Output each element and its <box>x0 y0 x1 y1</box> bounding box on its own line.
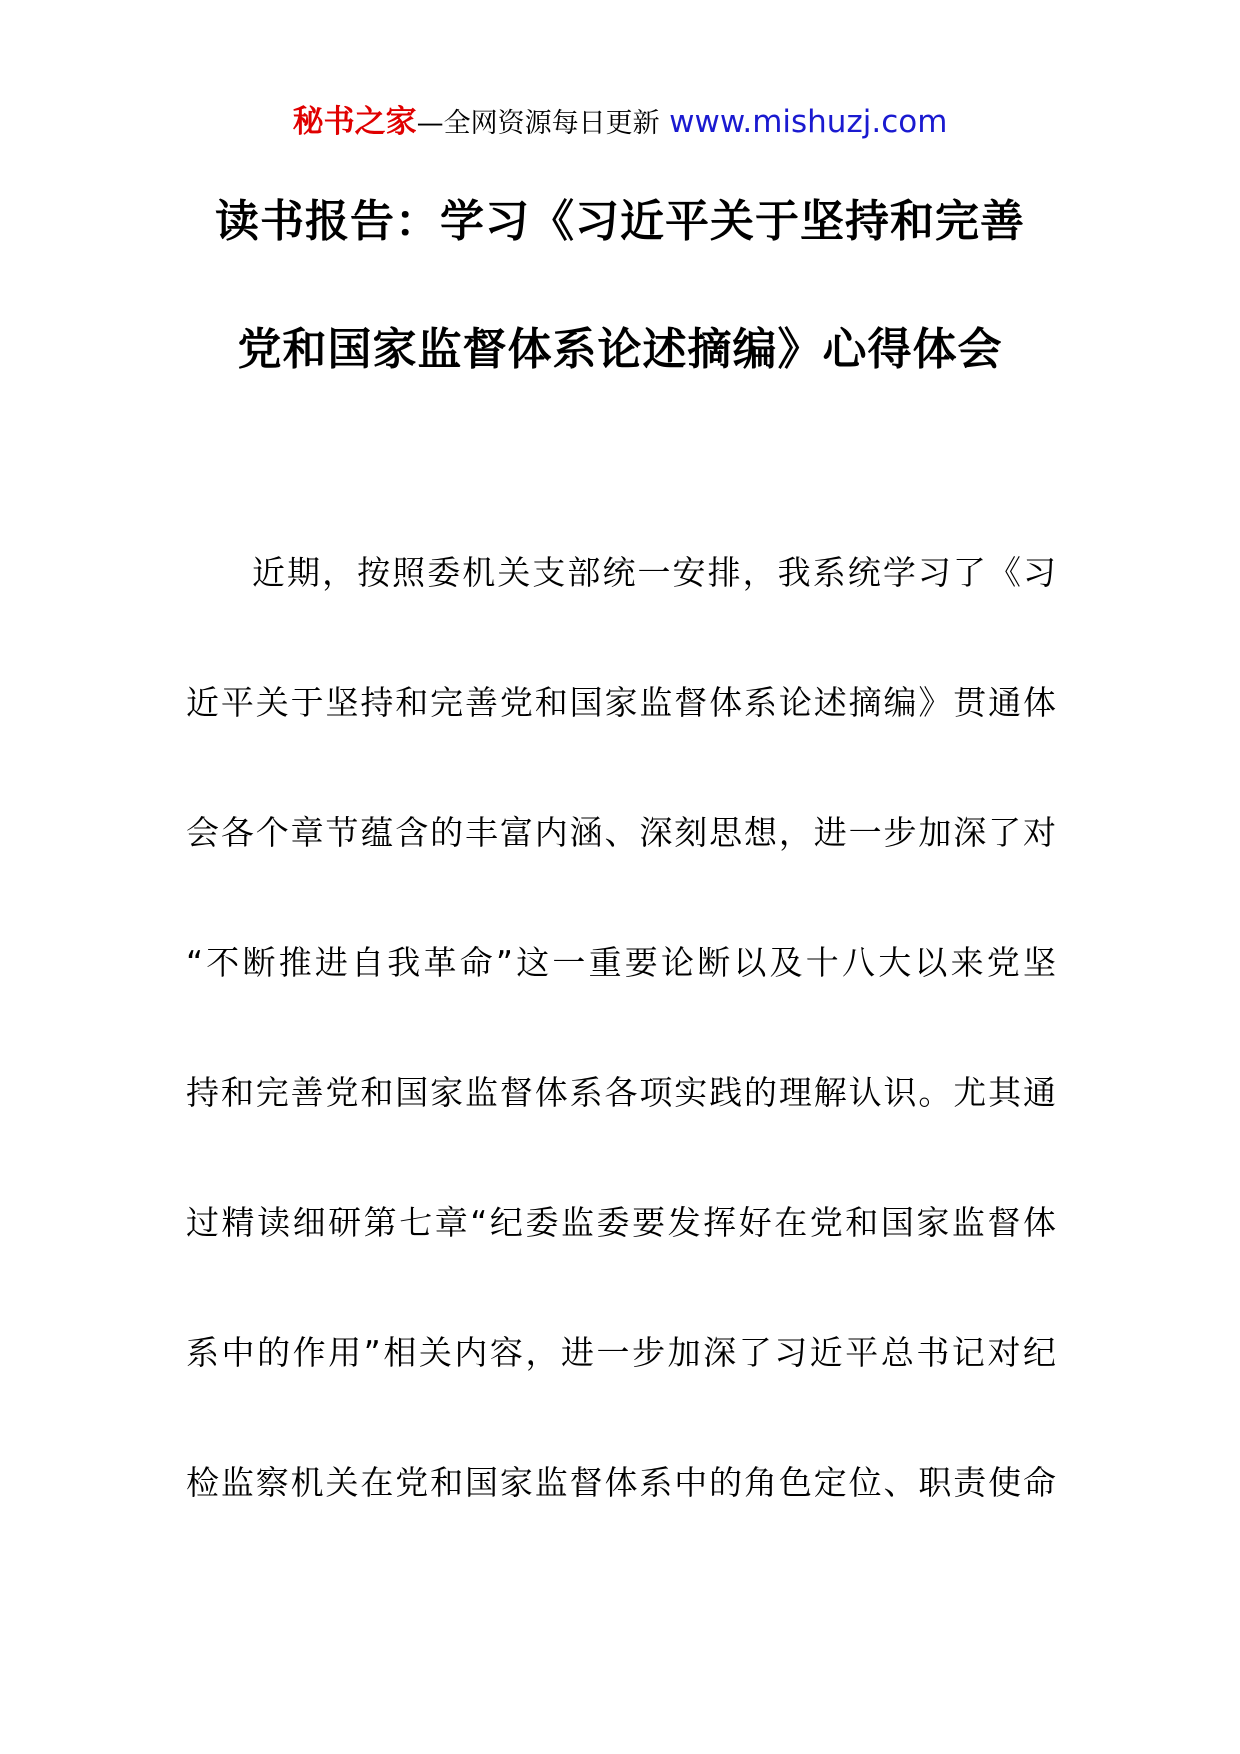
body-line-7: 系中的作用”相关内容，进一步加深了习近平总书记对纪 <box>186 1333 1056 1372</box>
brand-name: 秘书之家 <box>292 104 417 140</box>
site-url-link[interactable]: www.mishuzj.com <box>669 104 948 140</box>
title-line-2: 党和国家监督体系论述摘编》心得体会 <box>237 324 1003 375</box>
document-title <box>130 158 1110 414</box>
title-line-1: 读书报告：学习《习近平关于坚持和完善 <box>215 196 1025 247</box>
body-line-1: 近期，按照委机关支部统一安排，我系统学习了《习 <box>252 553 1056 592</box>
site-slogan: —全网资源每日更新 <box>416 108 660 139</box>
body-line-2: 近平关于坚持和完善党和国家监督体系论述摘编》贯通体 <box>186 683 1056 722</box>
body-line-3: 会各个章节蕴含的丰富内涵、深刻思想，进一步加深了对 <box>186 813 1056 852</box>
body-line-4: “不断推进自我革命”这一重要论断以及十八大以来党坚 <box>186 943 1056 982</box>
body-line-5: 持和完善党和国家监督体系各项实践的理解认识。尤其通 <box>186 1073 1056 1112</box>
body-paragraph <box>186 508 1056 1548</box>
site-header <box>0 100 1240 146</box>
body-line-8: 检监察机关在党和国家监督体系中的角色定位、职责使命 <box>186 1463 1056 1502</box>
body-line-6: 过精读细研第七章“纪委监委要发挥好在党和国家监督体 <box>186 1203 1056 1242</box>
